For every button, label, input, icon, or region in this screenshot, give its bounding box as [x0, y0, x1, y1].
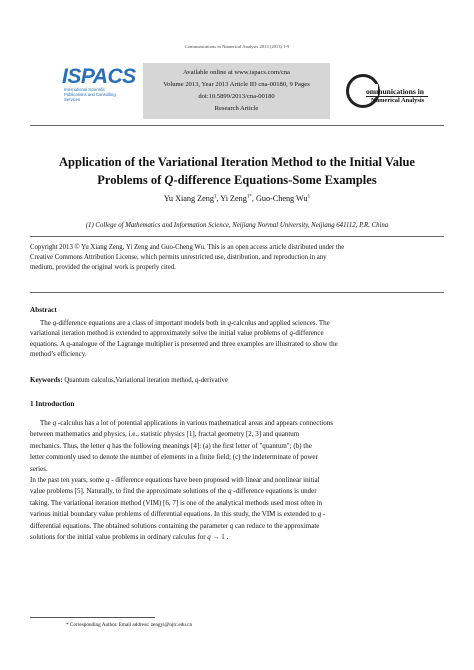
- copyright-notice: [30, 243, 444, 274]
- intro-p2-line-2: [30, 486, 444, 497]
- author-sep-2: ,: [251, 194, 256, 203]
- intro-p2-l2-b: -difference equations is under: [231, 487, 317, 496]
- ispacs-logo-sub2: Publications and Consulting Services: [64, 92, 116, 103]
- intro-p1-l1-a: The: [40, 419, 53, 427]
- intro-p2-l2-a: value problems [5]. Naturally, to find the approximate solutions of the: [30, 487, 229, 496]
- author-1-sup: 1: [213, 194, 217, 200]
- intro-p2-l6-q: q: [207, 533, 211, 542]
- copyright-line-2: Creative Commons Attribution License, which permits unrestricted use, distribution, and reproduction in any: [30, 254, 327, 262]
- intro-p2-l1-a: In the past ten years, some: [30, 476, 107, 485]
- keywords-q: q: [195, 377, 199, 384]
- intro-p2-line-3: taking. The variational iteration method (VIM) [6, 7] is one of the analytical methods used most often in: [30, 498, 323, 507]
- abstract-text: [30, 318, 444, 360]
- intro-p2-l6-b: → 1 .: [210, 533, 229, 542]
- abstract-line-2: [30, 328, 444, 338]
- intro-p1-line-1: [30, 418, 444, 429]
- journal-logo-line1: ommunications in: [366, 87, 425, 96]
- intro-p2-l5-a: differential equations. The obtained solutions containing the parameter: [30, 521, 230, 530]
- intro-p1-line-4: letter commonly used to denote the number of elements in a finite field; (c) the indeterminate of power: [30, 453, 318, 462]
- title-line-2-post: -difference Equations-Some Examples: [173, 173, 377, 187]
- intro-p1-line-2: between mathematics and physics, i.e., statistic physics [1], fractal geometry [2, 3] and quantum: [30, 430, 300, 439]
- intro-p2-l2-q: q: [228, 487, 232, 496]
- corresponding-author-footnote: * Corresponding Author. Email address: zengyi@njtc.edu.cn: [66, 622, 193, 628]
- title-line-2: [30, 171, 444, 189]
- abstract-l1-q: q: [52, 319, 57, 327]
- abstract-l2-a: variational iteration method is extended to approximately solve the initial value problems of: [30, 329, 290, 338]
- availability-line: Available online at www.ispacs.com/cna: [183, 69, 290, 76]
- abstract-l2-q: q: [289, 329, 294, 338]
- intro-p1-line-5: series.: [30, 464, 48, 473]
- keywords-tail: -derivative: [198, 377, 228, 384]
- intro-p2-l5-b: can reduce to the approximate: [233, 521, 320, 530]
- author-list: [0, 194, 474, 203]
- abstract-line-3: equations. A q-analogue of the Lagrange multiplier is presented and three examples are illustrated to show the: [30, 339, 338, 348]
- abstract-l2-b: -difference: [293, 329, 324, 338]
- intro-p2-l4-a: various initial boundary value problems of differential equations. In this study, the VIM is extended to: [30, 510, 318, 519]
- volume-line: Volume 2013, Year 2013 Article ID cna-00180, 9 Pages: [163, 81, 310, 88]
- introduction-text: [30, 418, 444, 543]
- intro-p2-l5-q: q: [229, 521, 234, 530]
- title-line-1: Application of the Variational Iteration Method to the Initial Value: [59, 155, 415, 169]
- keywords: [30, 376, 444, 384]
- journal-logo: [344, 70, 430, 110]
- intro-p2-line-5: [30, 521, 444, 532]
- footnote-rule: [30, 617, 155, 618]
- intro-p2-l4-b: -: [321, 510, 326, 519]
- doi-line: doi:10.5899/2013/cna-00180: [198, 93, 275, 100]
- copyright-line-3: medium, provided the original work is properly cited.: [30, 264, 176, 272]
- intro-p1-l3-a: mechanics. Thus, the letter: [30, 441, 107, 450]
- intro-p2-l6-a: solutions for the initial value problems in ordinary calculus for: [30, 533, 208, 542]
- affiliation-rule: [30, 236, 444, 237]
- copyright-rule: [30, 292, 444, 293]
- author-2: Yi Zeng: [220, 194, 247, 203]
- abstract-line-4: method’s efficiency.: [30, 350, 87, 359]
- intro-p1-l3-b: has the following meanings [4]: (a) the first letter of "quantum"; (b) the: [110, 441, 312, 450]
- paper-title: [30, 153, 444, 189]
- title-line-2-q: Q: [164, 173, 174, 187]
- intro-p1-line-3: [30, 441, 444, 452]
- article-type: Research Article: [214, 105, 259, 112]
- abstract-l1-q2: q: [227, 319, 231, 327]
- author-2-sup: 1*: [246, 194, 252, 200]
- copyright-line-1: Copyright 2013 © Yu Xiang Zeng, Yi Zeng and Guo-Cheng Wu. This is an open access article distributed under the: [30, 244, 345, 251]
- running-head: Communications in Numerical Analysis 2013 (2013) 1-9: [184, 44, 290, 49]
- journal-info-box: [143, 63, 330, 119]
- intro-p2-l1-q: q: [106, 476, 110, 485]
- author-3: Guo-Cheng Wu: [255, 194, 308, 203]
- abstract-l1-a: The: [40, 319, 53, 327]
- introduction-heading: 1 Introduction: [30, 400, 75, 408]
- header-rule: [30, 125, 444, 126]
- affiliation: (1) College of Mathematics and Information Science, Neijiang Normal University, Neijiang 641112, P.R. China: [85, 222, 389, 229]
- intro-p2-l1-b: - difference equations have been proposed with linear and nonlinear initial: [109, 476, 320, 485]
- intro-p2-line-4: [30, 509, 444, 520]
- abstract-l1-b: -difference equations are a class of important models both in: [56, 319, 228, 327]
- title-line-2-pre: Problems of: [97, 173, 165, 187]
- journal-logo-line2: Numerical Analysis: [371, 97, 425, 104]
- keywords-label: Keywords:: [30, 376, 63, 384]
- abstract-heading: Abstract: [30, 306, 57, 314]
- intro-p1-l1-q: q: [52, 419, 57, 427]
- author-sep-1: ,: [216, 194, 221, 203]
- ispacs-logo-mark: ISPACS: [62, 65, 136, 88]
- author-1: Yu Xiang Zeng: [163, 194, 214, 203]
- intro-p2-line-1: [30, 475, 444, 486]
- ispacs-logo-sub1: International Scientific: [64, 87, 105, 92]
- author-3-sup: 1: [307, 194, 311, 200]
- intro-p2-l4-q: q: [317, 510, 322, 519]
- abstract-line-1: [30, 318, 444, 328]
- intro-p1-l1-b: -calculus has a lot of potential applications in various mathematical areas and appears connections: [56, 419, 333, 427]
- abstract-l1-c: -calculus and applied sciences. The: [230, 319, 330, 327]
- ispacs-logo: [62, 65, 136, 106]
- keywords-text: Quantum calculus,Variational iteration method,: [62, 377, 195, 384]
- intro-p1-l3-q: q: [106, 441, 111, 450]
- intro-p2-line-6: [30, 532, 444, 543]
